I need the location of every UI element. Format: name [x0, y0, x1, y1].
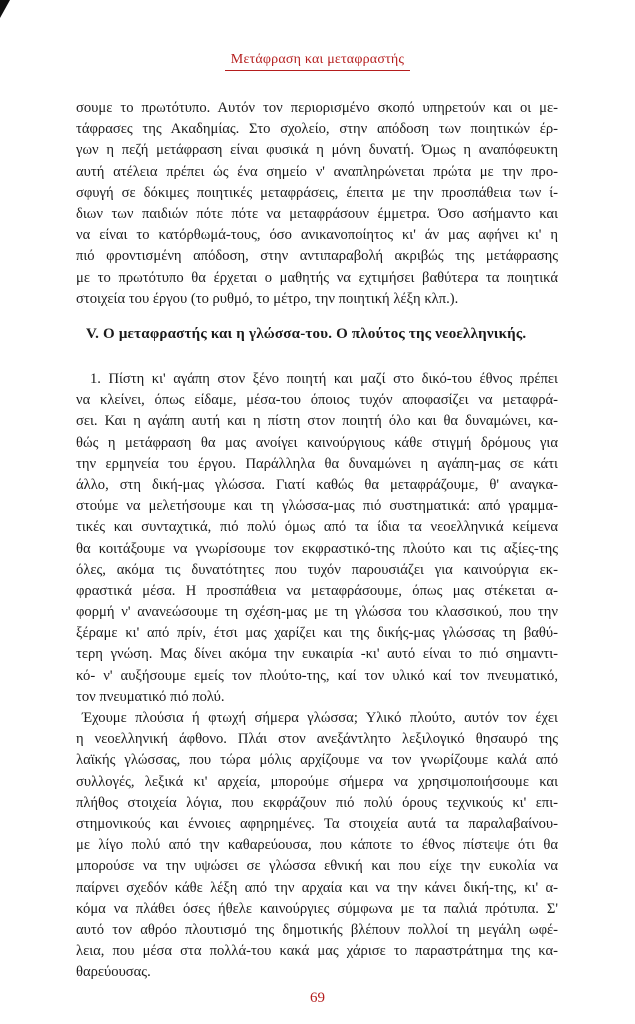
text-line: θα κοιτάξουμε να γνωρίσουμε τον εκφραστικό-της πλούτο και τις αξίες-της	[76, 540, 558, 557]
text-line: διων των παιδιών πότε πότε να μεταφράσουν έμμετρα. Όσο ασήμαντο και	[76, 205, 558, 222]
text-line: με λίγο πολύ από την καθαρεύουσα, που κάποτε το έθνος πίστεψε ότι θα	[76, 837, 558, 854]
text-line: τικές και συνταχτικά, πιό πολύ όμως από τα ίδια τα νεοελληνικά κείμενα	[76, 519, 558, 536]
text-line: σει. Και η αγάπη αυτή και η πίστη στον ποιητή όλο και θα δυναμώνει, κα-	[76, 413, 558, 430]
text-line: στούμε να μελετήσουμε και τη γλώσσα-μας πιό συστηματικά: από γραμμα-	[76, 498, 558, 515]
text-line: αυτό τον αθρόο πλουτισμό της δημοτικής βλέπουν πολλοί τη μεγάλη ωφέ-	[76, 921, 558, 938]
text-line: την ερμηνεία του έργου. Παράλληλα θα δυναμώνει η αγάπη-μας σε κάτι	[76, 455, 558, 472]
paragraph-2	[76, 369, 558, 983]
text-line: συλλογές, λεξικά κι' αρχεία, μπορούμε σήμερα να χρησιμοποιήσουμε και	[76, 773, 558, 790]
text-line: στημονικούς και έννοιες αφηρημένες. Τα στοιχεία αυτά τα παραλαβαίνου-	[76, 815, 558, 832]
text-line: λαϊκής γλώσσας, που τώρα μόλις αρχίζουμε να τον γνωρίζουμε καλά από	[76, 752, 558, 769]
scan-corner-mark	[0, 0, 10, 18]
paragraph-1	[76, 98, 558, 310]
text-line: θαρεύουσας.	[76, 964, 151, 981]
text-line: κόμα να πλάθει όσες ήθελε καινούργιες σύμφωνα με τα παλιά πρότυπα. Σ'	[76, 900, 558, 917]
text-line: γων η πεζή μετάφραση είναι φυσικά η μόνη δυνατή. Όμως η αναπόφευκτη	[76, 142, 558, 159]
text-line: πιό φροντισμένη απόδοση, στην αντιπαραβολή ακριβώς της μετάφρασης	[76, 248, 558, 265]
text-line: παίρνει σχεδόν κάθε λέξη από την αρχαία και να την κάνει δική-της, κι' α-	[76, 879, 558, 896]
text-line: τάφρασες της Ακαδημίας. Στο σχολείο, στην απόδοση των ποιητικών έρ-	[76, 121, 558, 138]
text-line: 1. Πίστη κι' αγάπη στον ξένο ποιητή και μαζί στο δικό-του έθνος πρέπει	[90, 371, 558, 387]
text-line: να είναι το κατόρθωμά-τους, όσο ανικανοποίητος κι' άν μας αφήνει κι' η	[76, 227, 558, 244]
running-head-text: Μετάφραση και μεταφραστής	[225, 52, 410, 71]
text-line: πλήθος στοιχεία λόγια, που εκφράζουν πιό πολύ όρους τεχνικούς κι' επι-	[76, 794, 558, 811]
section-heading: V. Ο μεταφραστής και η γλώσσα-του. Ο πλούτος της νεοελληνικής.	[86, 326, 527, 342]
text-line: με το πρωτότυπο θα έρχεται ο μαθητής να εχτιμήσει βαθύτερα τα ποιητικά	[76, 269, 558, 286]
text-line: θώς η μετάφραση θα μας ανοίγει καινούργιους κάθε στιγμή δρόμους για	[76, 434, 558, 451]
text-line: σφυγή σε δόκιμες ποιητικές μεταφράσεις, έπειτα με την προσπάθεια των ί-	[76, 184, 558, 201]
text-line: Έχουμε πλούσια ή φτωχή σήμερα γλώσσα; Υλικό πλούτο, αυτόν τον έχει	[82, 710, 558, 726]
text-line: στοιχεία του έργου (το ρυθμό, το μέτρο, την ποιητική λέξη κλπ.).	[76, 290, 459, 307]
text-line: μπορούσε να την υψώσει σε γλώσσα εθνική και που είχε την ευκολία να	[76, 858, 558, 875]
text-line: άλλο, στη δική-μας γλώσσα. Γιατί καθώς θα μεταφράζουμε, θ' αναγκα-	[76, 476, 558, 493]
text-line: φραστικά μέσα. Η προσπάθεια να μεταφράσουμε, όπως μας στέκεται α-	[76, 582, 558, 599]
text-line: λεια, που μέσα στα πολλά-του κακά μας χάρισε το παραστράτημα της κα-	[76, 943, 558, 960]
text-line: όλες, ακόμα τις δυνατότητες που τυχόν παρουσιάζει για καινούργια εκ-	[76, 561, 558, 578]
running-head	[0, 52, 635, 71]
text-line: ξέραμε κι' από πρίν, έτσι μας χαρίζει και της δικής-μας γλώσσας τη βαθύ-	[76, 625, 558, 642]
page-number: 69	[310, 990, 325, 1006]
text-line: τερη γνώση. Μας δίνει ακόμα την ευκαιρία -κι' αυτό είναι το πιό σημαντι-	[76, 646, 558, 663]
text-line: αυτή ατέλεια πρέπει ώς ένα σημείο ν' αναπληρώνεται πρώτα με την προ-	[76, 163, 558, 180]
text-line: φορμή ν' ανανεώσουμε τη σχέση-μας με τη γλώσσα του κλασσικού, που την	[76, 604, 558, 621]
text-line: σουμε το πρωτότυπο. Αυτόν τον περιορισμένο σκοπό υπηρετούν και οι με-	[76, 100, 558, 116]
text-line: να κλείνει, όπως είδαμε, μέσα-του όποιος τυχόν αποφασίζει να μεταφρά-	[76, 392, 558, 409]
text-line: κό- ν' αυξήσουμε εμείς τον πλούτο-της, καί τον υλικό καί τον πνευματικό,	[76, 667, 558, 684]
text-line: η νεοελληνική άφθονο. Πλάι στον ανεξάντλητο λεξιλογικό θησαυρό της	[76, 731, 558, 748]
text-line: τον πνευματικό πιό πολύ.	[76, 688, 225, 705]
